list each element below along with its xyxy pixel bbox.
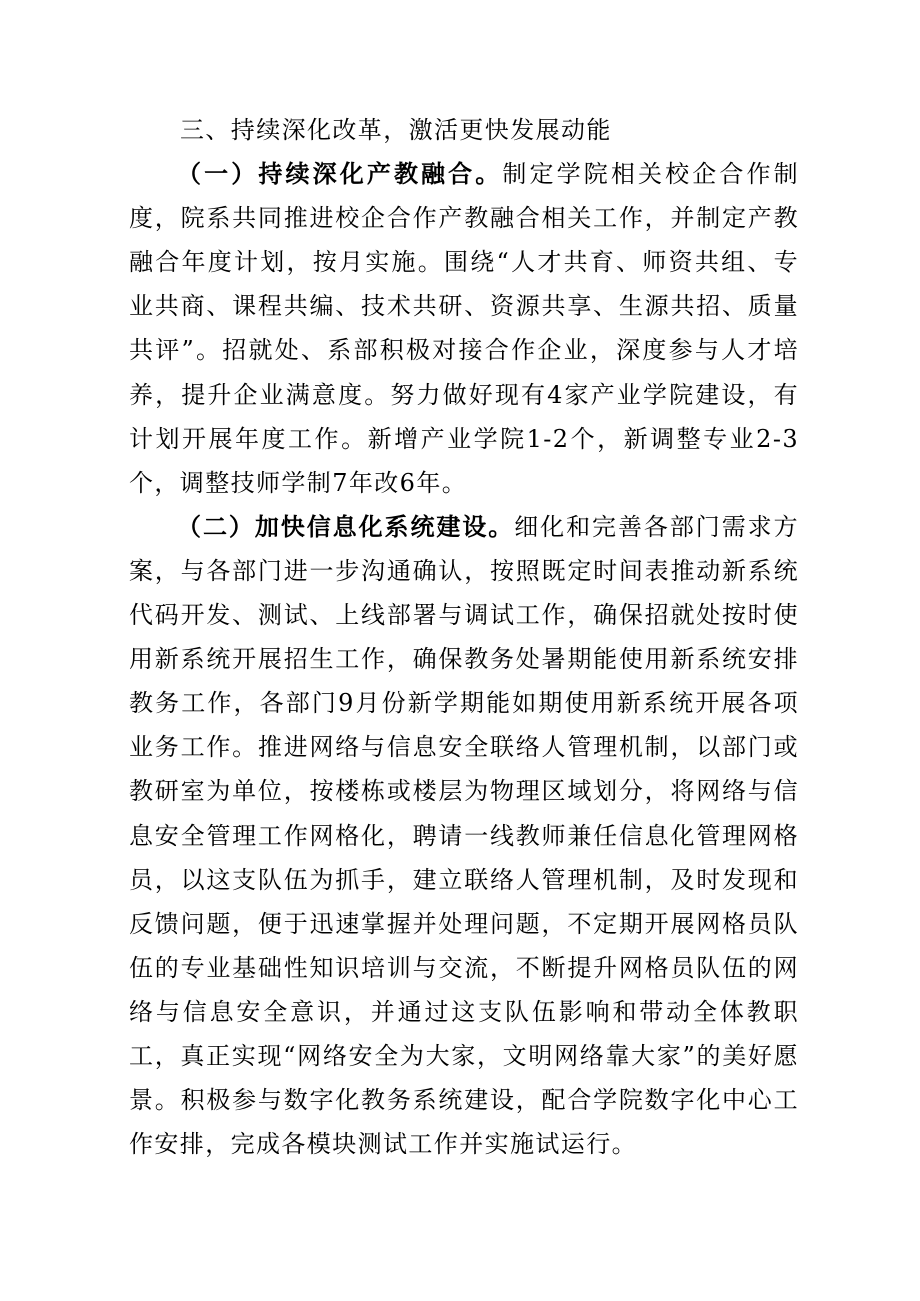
document-body [129, 108, 799, 1166]
paragraph-information-system [129, 505, 799, 1166]
paragraph-industry-education [129, 152, 799, 505]
paragraph-lead: （一）持续深化产教融合。 [177, 159, 503, 189]
paragraph-text: 制定学院相关校企合作制度，院系共同推进校企合作产教融合相关工作，并制定产教融合年度计划，按月实施。围绕“人才共育、师资共组、专业共商、课程共编、技术共研、资源共享、生源共招、质量共评”。招就处、系部积极对接合作企业，深度参与人才培养，提升企业满意度。努力做好现有4家产业学院建设，有计划开展年度工作。新增产业学院1-2个，新调整专业2-3个，调整技师学制7年改6年。 [129, 160, 799, 497]
paragraph-lead: （二）加快信息化系统建设。 [177, 511, 515, 541]
section-heading: 三、持续深化改革，激活更快发展动能 [180, 116, 612, 144]
paragraph-text: 细化和完善各部门需求方案，与各部门进一步沟通确认，按照既定时间表推动新系统代码开发、测试、上线部署与调试工作，确保招就处按时使用新系统开展招生工作，确保教务处暑期能使用新系统安排教务工作，各部门9月份新学期能如期使用新系统开展各项业务工作。推进网络与信息安全联络人管理机制，以部门或教研室为单位，按楼栋或楼层为物理区域划分，将网络与信息安全管理工作网格化，聘请一线教师兼任信息化管理网格员，以这支队伍为抓手，建立联络人管理机制，及时发现和反馈问题，便于迅速掌握并处理问题，不定期开展网格员队伍的专业基础性知识培训与交流，不断提升网格员队伍的网络与信息安全意识，并通过这支队伍影响和带动全体教职工，真正实现“网络安全为大家，文明网络靠大家”的美好愿景。积极参与数字化教务系统建设，配合学院数字化中心工作安排，完成各模块测试工作并实施试运行。 [129, 512, 799, 1159]
